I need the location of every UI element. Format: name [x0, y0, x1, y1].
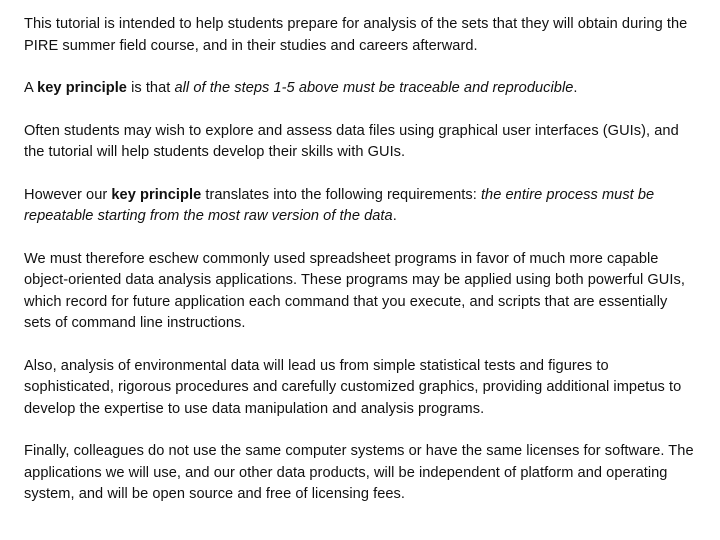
text-run: . [573, 80, 578, 96]
text-run: is that [126, 80, 175, 96]
text-run: This tutorial is intended to help students prepare for analysis of the sets that they will obtain during the PIRE summer field course, and in their studies and careers afterward. [24, 16, 688, 54]
paragraph-open-source [24, 441, 698, 506]
italic-text-run: the entire process must be repeatable starting from the most raw version of the data [24, 186, 655, 224]
paragraph-intro [24, 14, 698, 57]
paragraph-requirements [24, 185, 698, 228]
document-body [24, 14, 698, 527]
text-run: We must therefore eschew commonly used spreadsheet programs in favor of much more capable object-oriented data analysis applications. These programs may be applied using both powerful GUIs, which record for future application each command that you execute, and scripts that are essentially sets of command line instructions. [24, 250, 685, 331]
paragraph-key-principle [24, 78, 698, 100]
text-run: . [392, 208, 397, 224]
italic-text-run: all of the steps 1-5 above must be traceable and reproducible [174, 80, 574, 96]
paragraph-spreadsheets [24, 249, 698, 335]
text-run: A [24, 80, 38, 96]
text-run: However our [24, 186, 112, 203]
text-run: Also, analysis of environmental data will lead us from simple statistical tests and figures to sophisticated, rigorous procedures and carefully customized graphics, providing additional impetus to develop the expertise to use data manipulation and analysis programs. [24, 357, 682, 417]
text-run: Finally, colleagues do not use the same computer systems or have the same licenses for software. The applications we will use, and our other data products, will be independent of platform and operating system, and will be open source and free of licensing fees. [24, 443, 694, 502]
text-run: translates into the following requirements: [201, 186, 481, 203]
text-run: Often students may wish to explore and assess data files using graphical user interfaces (GUIs), and the tutorial will help students develop their skills with GUIs. [24, 122, 679, 160]
paragraph-guis [24, 121, 698, 164]
paragraph-environmental-data [24, 356, 698, 421]
bold-text-run: key principle [111, 186, 202, 203]
bold-text-run: key principle [37, 80, 127, 96]
